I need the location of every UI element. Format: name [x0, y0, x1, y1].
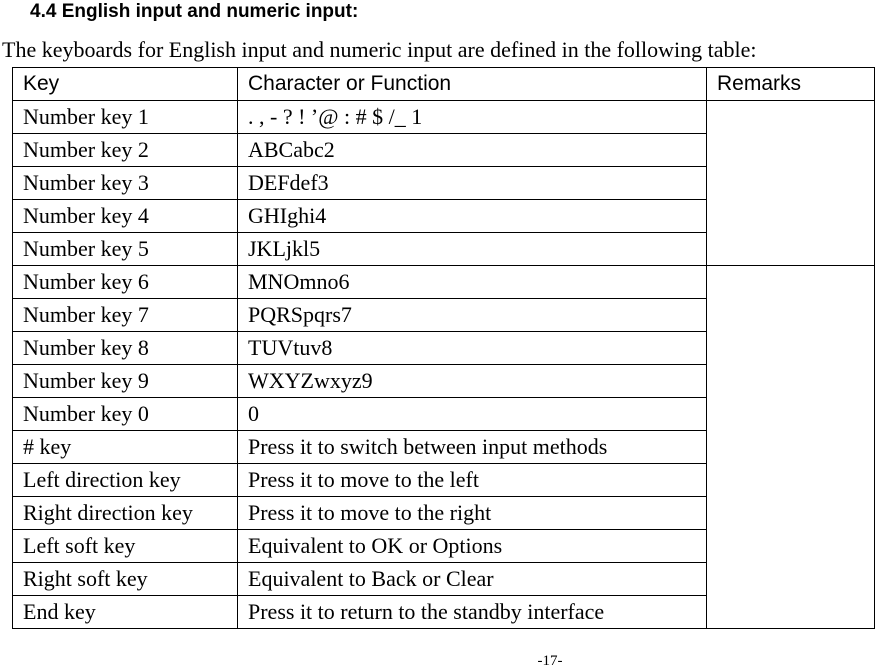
key-cell: Number key 1: [13, 101, 238, 134]
page-number: -17-: [537, 653, 563, 669]
key-cell: Number key 0: [13, 398, 238, 431]
key-cell: Number key 7: [13, 299, 238, 332]
function-cell: Press it to return to the standby interface: [238, 596, 707, 629]
function-cell: Press it to move to the left: [238, 464, 707, 497]
key-cell: Number key 8: [13, 332, 238, 365]
header-character-or-function: Character or Function: [238, 68, 707, 101]
header-key: Key: [13, 68, 238, 101]
key-cell: Number key 9: [13, 365, 238, 398]
function-cell: JKLjkl5: [238, 233, 707, 266]
remarks-cell: [707, 266, 875, 629]
table-row: [13, 266, 875, 299]
key-cell: End key: [13, 596, 238, 629]
key-cell: Right soft key: [13, 563, 238, 596]
key-cell: Number key 2: [13, 134, 238, 167]
function-cell: ABCabc2: [238, 134, 707, 167]
remarks-cell: [707, 101, 875, 266]
function-cell: GHIghi4: [238, 200, 707, 233]
key-cell: Number key 5: [13, 233, 238, 266]
function-cell: TUVtuv8: [238, 332, 707, 365]
function-cell: PQRSpqrs7: [238, 299, 707, 332]
function-cell: MNOmno6: [238, 266, 707, 299]
key-cell: Left soft key: [13, 530, 238, 563]
key-cell: Number key 3: [13, 167, 238, 200]
function-cell: Press it to switch between input methods: [238, 431, 707, 464]
intro-text: The keyboards for English input and numeric input are defined in the following table:: [2, 37, 757, 62]
key-cell: Right direction key: [13, 497, 238, 530]
key-table: [12, 67, 875, 629]
function-cell: WXYZwxyz9: [238, 365, 707, 398]
function-cell: . , - ? ! ’@ : # $ /_ 1: [238, 101, 707, 134]
function-cell: 0: [238, 398, 707, 431]
function-cell: Equivalent to Back or Clear: [238, 563, 707, 596]
function-cell: DEFdef3: [238, 167, 707, 200]
section-heading: 4.4 English input and numeric input:: [30, 1, 359, 22]
key-cell: Number key 4: [13, 200, 238, 233]
table-row: [13, 101, 875, 134]
key-cell: Left direction key: [13, 464, 238, 497]
function-cell: Press it to move to the right: [238, 497, 707, 530]
table-header-row: [13, 68, 875, 101]
key-cell: # key: [13, 431, 238, 464]
key-cell: Number key 6: [13, 266, 238, 299]
function-cell: Equivalent to OK or Options: [238, 530, 707, 563]
header-remarks: Remarks: [707, 68, 875, 101]
